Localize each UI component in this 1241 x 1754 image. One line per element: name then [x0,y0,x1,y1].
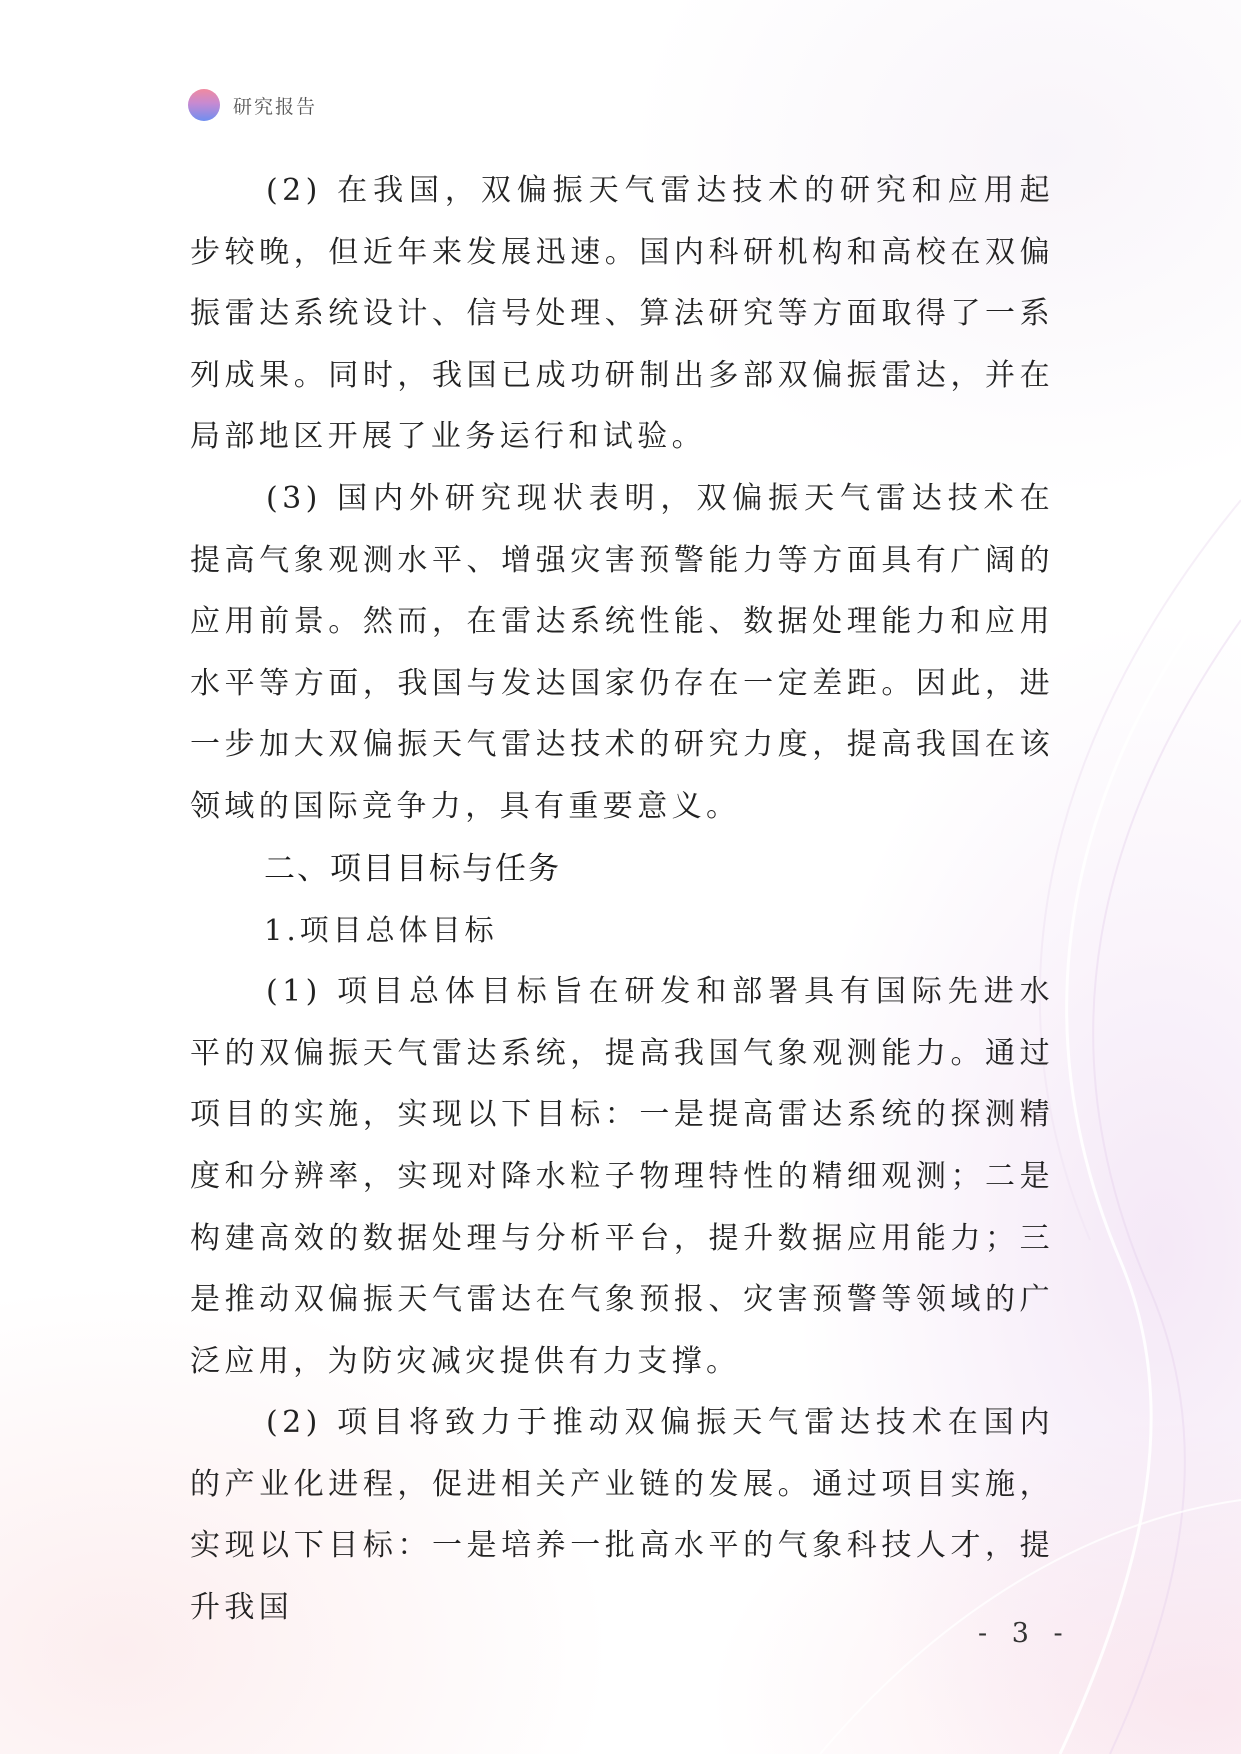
report-header [188,88,317,122]
page-number: - 3 - [978,1618,1071,1649]
header-title: 研究报告 [233,95,318,118]
paragraph: (1) 项目总体目标旨在研发和部署具有国际先进水平的双偏振天气雷达系统，提高我国气象观测能力。通过项目的实施，实现以下目标：一是提高雷达系统的探测精度和分辨率，实现对降水粒子物理特性的精细观测；二是构建高效的数据处理与分析平台，提升数据应用能力；三是推动双偏振天气雷达在气象预报、灾害预警等领域的广泛应用，为防灾减灾提供有力支撑。 [190,974,1054,1379]
logo-circle-icon [188,89,220,121]
paragraph: (3) 国内外研究现状表明，双偏振天气雷达技术在提高气象观测水平、增强灾害预警能力等方面具有广阔的应用前景。然而，在雷达系统性能、数据处理能力和应用水平等方面，我国与发达国家仍存在一定差距。因此，进一步加大双偏振天气雷达技术的研究力度，提高我国在该领域的国际竞争力，具有重要意义。 [190,480,1054,824]
section-heading: 二、项目目标与任务 [264,850,561,887]
paragraph: (2) 项目将致力于推动双偏振天气雷达技术在国内的产业化进程，促进相关产业链的发展。通过项目实施，实现以下目标：一是培养一批高水平的气象科技人才，提升我国 [190,1405,1054,1626]
paragraph: (2) 在我国，双偏振天气雷达技术的研究和应用起步较晚，但近年来发展迅速。国内科研机构和高校在双偏振雷达系统设计、信号处理、算法研究等方面取得了一系列成果。同时，我国已成功研制出多部双偏振雷达，并在局部地区开展了业务运行和试验。 [190,173,1054,455]
report-body [190,160,1054,1639]
subsection-heading: 1.项目总体目标 [264,912,498,947]
